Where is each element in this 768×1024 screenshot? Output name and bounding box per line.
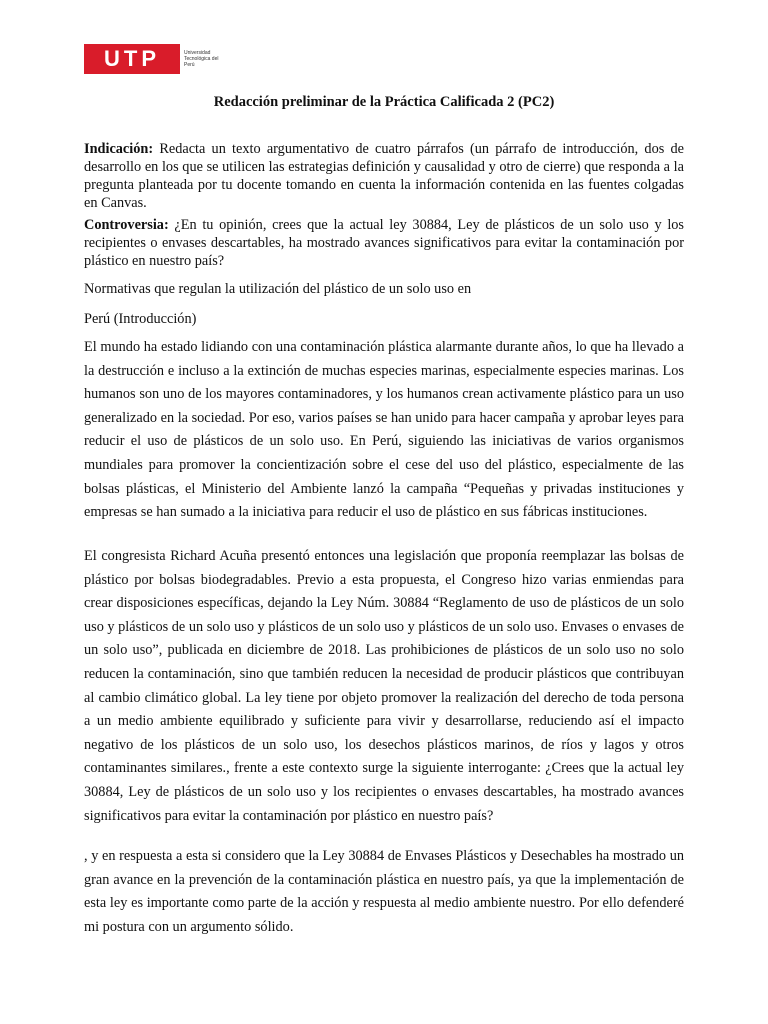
- utp-wordmark: UTP: [84, 44, 180, 74]
- document-title: Redacción preliminar de la Práctica Calificada 2 (PC2): [213, 94, 555, 110]
- essay-title-line-1: Normativas que regulan la utilización del plástico de un solo uso en: [84, 281, 472, 297]
- utp-logo: [84, 44, 224, 74]
- utp-logo-subtitle: Universidad Tecnológica del Perú: [184, 50, 219, 68]
- controversy-label: Controversia:: [84, 217, 169, 233]
- essay-title-line-2: Perú (Introducción): [84, 311, 197, 327]
- controversy-paragraph: [84, 216, 684, 270]
- instruction-text: Redacta un texto argumentativo de cuatro párrafos (un párrafo de introducción, dos de desarrollo en los que se utilicen las estrategias definición y causalidad y otro de cierre) que responda a la pregunta planteada por tu docente tomando en cuenta la información contenida en las fuentes colgadas en Canvas.: [84, 141, 684, 211]
- essay-paragraph-1: El mundo ha estado lidiando con una contaminación plástica alarmante durante años, lo que ha llevado a la destrucción e incluso a la extinción de muchas especies marinas, especialmente especies marinas. Los humanos son uno de los mayores contaminadores, y los humanos crean activamente plástico para un uso generalizado en la sociedad. Por eso, varios países se han unido para hacer campaña y aprobar leyes para reducir el uso de plásticos de un solo uso. En Perú, siguiendo las iniciativas de varios organismos mundiales para promover la concientización sobre el cese del uso del plástico, especialmente de las bolsas plásticas, el Ministerio del Ambiente lanzó la campaña “Pequeñas y privadas instituciones y empresas se han sumado a la iniciativa para reducir el uso de plástico en sus fábricas instituciones.: [84, 339, 684, 521]
- instruction-label: Indicación:: [84, 141, 154, 157]
- essay-paragraph-2: El congresista Richard Acuña presentó entonces una legislación que proponía reemplazar las bolsas de plástico por bolsas biodegradables. Previo a esta propuesta, el Congreso hizo varias enmiendas para crear disposiciones específicas, dejando la Ley Núm. 30884 “Reglamento de uso de plásticos de un solo uso y plásticos de un solo uso y plásticos de un solo uso y plásticos de un solo uso. Envases o envases de un solo uso”, publicada en diciembre de 2018. Las prohibiciones de plásticos de un solo uso no solo reducen la contaminación, sino que también reducen la necesidad de producir plásticos que contribuyan al cambio climático global. La ley tiene por objeto promover la realización del derecho de toda persona a un medio ambiente equilibrado y suficiente para vivir y desarrollarse, reduciendo así el impacto negativo de los plásticos de un solo uso, los desechos plásticos marinos, de ríos y lagos y otros contaminantes similares., frente a este contexto surge la siguiente interrogante: ¿Crees que la actual ley 30884, Ley de plásticos de un solo uso y los recipientes o envases descartables, ha mostrado avances significativos para evitar la contaminación por plástico en nuestro país?: [84, 548, 685, 824]
- essay-paragraph-3: , y en respuesta a esta si considero que la Ley 30884 de Envases Plásticos y Desechables ha mostrado un gran avance en la prevención de la contaminación plástica en nuestro país, ya que la implementación de esta ley es importante como parte de la acción y respuesta al medio ambiente nuestro. Por ello defenderé mi postura con un argumento sólido.: [84, 848, 684, 935]
- instruction-paragraph: [84, 140, 684, 212]
- controversy-text: ¿En tu opinión, crees que la actual ley 30884, Ley de plásticos de un solo uso y los recipientes o envases descartables, ha mostrado avances significativos para evitar la contaminación por plástico en nuestro país?: [84, 217, 684, 269]
